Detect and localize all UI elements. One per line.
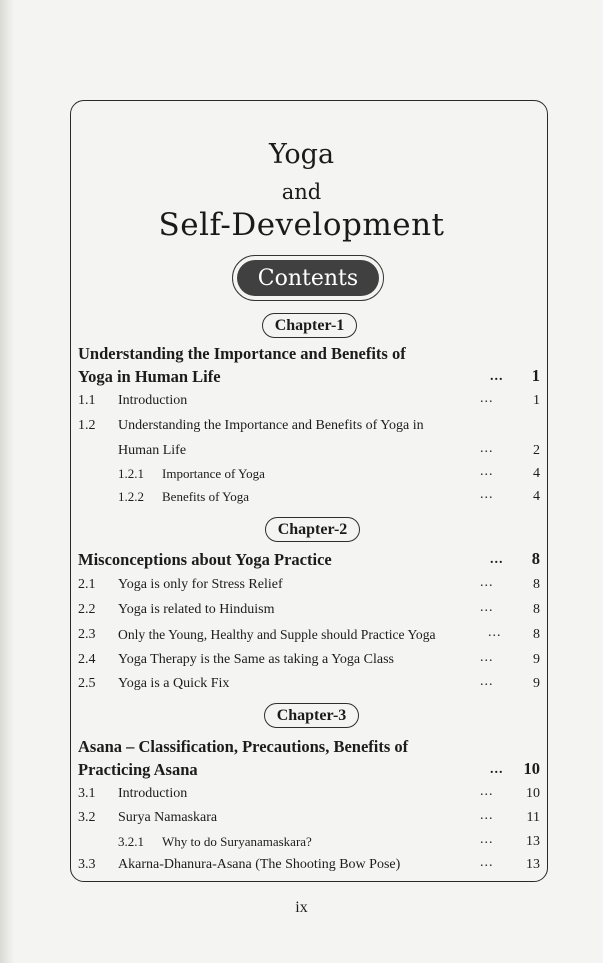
entry-title: Yoga is a Quick Fix <box>118 676 230 691</box>
entry-dots: ... <box>480 650 494 665</box>
entry-page: 9 <box>533 652 540 667</box>
entry-dots: ... <box>480 464 494 479</box>
chapter-2-title: Misconceptions about Yoga Practice <box>78 550 332 569</box>
entry-dots: ... <box>488 625 502 640</box>
entry-number: 2.3 <box>78 627 96 642</box>
chapter-1-page: 1 <box>531 366 540 385</box>
chapter-3-page: 10 <box>523 759 540 778</box>
chapter-3-label: Chapter-3 <box>264 703 359 728</box>
entry-page: 4 <box>533 466 540 481</box>
entry-page: 1 <box>533 393 540 408</box>
entry-title: Why to do Suryanamaskara? <box>162 834 312 849</box>
entry-number: 1.1 <box>78 393 96 408</box>
entry-page: 8 <box>533 627 540 642</box>
entry-title: Surya Namaskara <box>118 810 218 825</box>
chapter-1-title-line-2: Yoga in Human Life <box>78 367 221 386</box>
entry-number: 3.2.1 <box>118 834 144 849</box>
entry-page: 10 <box>526 786 540 801</box>
chapter-1-label: Chapter-1 <box>262 313 357 338</box>
entry-page: 2 <box>533 443 540 458</box>
entry-page: 9 <box>533 676 540 691</box>
entry-number: 1.2 <box>78 418 96 433</box>
entry-number: 1.2.2 <box>118 489 144 504</box>
book-title-line-2: and <box>281 180 322 204</box>
entry-title: Yoga Therapy is the Same as taking a Yoga Class <box>118 652 394 667</box>
entry-title: Only the Young, Healthy and Supple should Practice Yoga <box>118 627 436 642</box>
entry-title-line-2: Human Life <box>118 443 187 458</box>
entry-dots: ... <box>480 575 494 590</box>
book-title-line-3: Self-Development <box>158 207 445 243</box>
entry-page: 13 <box>526 857 540 872</box>
entry-page: 8 <box>533 577 540 592</box>
entry-number: 1.2.1 <box>118 466 144 481</box>
entry-page: 13 <box>526 834 540 849</box>
entry-dots: ... <box>480 832 494 847</box>
chapter-3-title-line-1: Asana – Classification, Precautions, Benefits of <box>78 737 409 756</box>
entry-title: Benefits of Yoga <box>162 489 250 504</box>
entry-number: 2.5 <box>78 676 96 691</box>
entry-dots: ... <box>480 855 494 870</box>
chapter-2-label: Chapter-2 <box>265 517 360 542</box>
chapter-2-page: 8 <box>531 549 540 568</box>
entry-title: Importance of Yoga <box>162 466 265 481</box>
entry-number: 3.1 <box>78 786 96 801</box>
entry-title: Introduction <box>118 393 188 408</box>
entry-number: 2.1 <box>78 577 96 592</box>
entry-title: Introduction <box>118 786 188 801</box>
chapter-3-dots: ... <box>490 762 504 777</box>
entry-title: Yoga is related to Hinduism <box>118 602 275 617</box>
entry-dots: ... <box>480 391 494 406</box>
entry-page: 8 <box>533 602 540 617</box>
chapter-1-dots: ... <box>490 369 504 384</box>
entry-title: Akarna-Dhanura-Asana (The Shooting Bow Pose) <box>118 857 401 872</box>
entry-number: 2.2 <box>78 602 96 617</box>
entry-dots: ... <box>480 487 494 502</box>
entry-number: 2.4 <box>78 652 96 667</box>
entry-title-line-1: Understanding the Importance and Benefits of Yoga in <box>118 418 424 433</box>
contents-heading: Contents <box>237 260 379 296</box>
chapter-1-title-line-1: Understanding the Importance and Benefits of <box>78 344 406 363</box>
entry-dots: ... <box>480 808 494 823</box>
entry-number: 3.3 <box>78 857 96 872</box>
entry-number: 3.2 <box>78 810 96 825</box>
entry-dots: ... <box>480 441 494 456</box>
entry-dots: ... <box>480 600 494 615</box>
chapter-3-title-line-2: Practicing Asana <box>78 760 198 779</box>
page-number: ix <box>295 899 308 916</box>
chapter-2-dots: ... <box>490 552 504 567</box>
contents-heading-badge <box>232 255 384 301</box>
entry-title: Yoga is only for Stress Relief <box>118 577 283 592</box>
book-title-line-1: Yoga <box>268 139 335 170</box>
entry-dots: ... <box>480 784 494 799</box>
entry-page: 4 <box>533 489 540 504</box>
entry-page: 11 <box>526 810 540 825</box>
entry-dots: ... <box>480 674 494 689</box>
